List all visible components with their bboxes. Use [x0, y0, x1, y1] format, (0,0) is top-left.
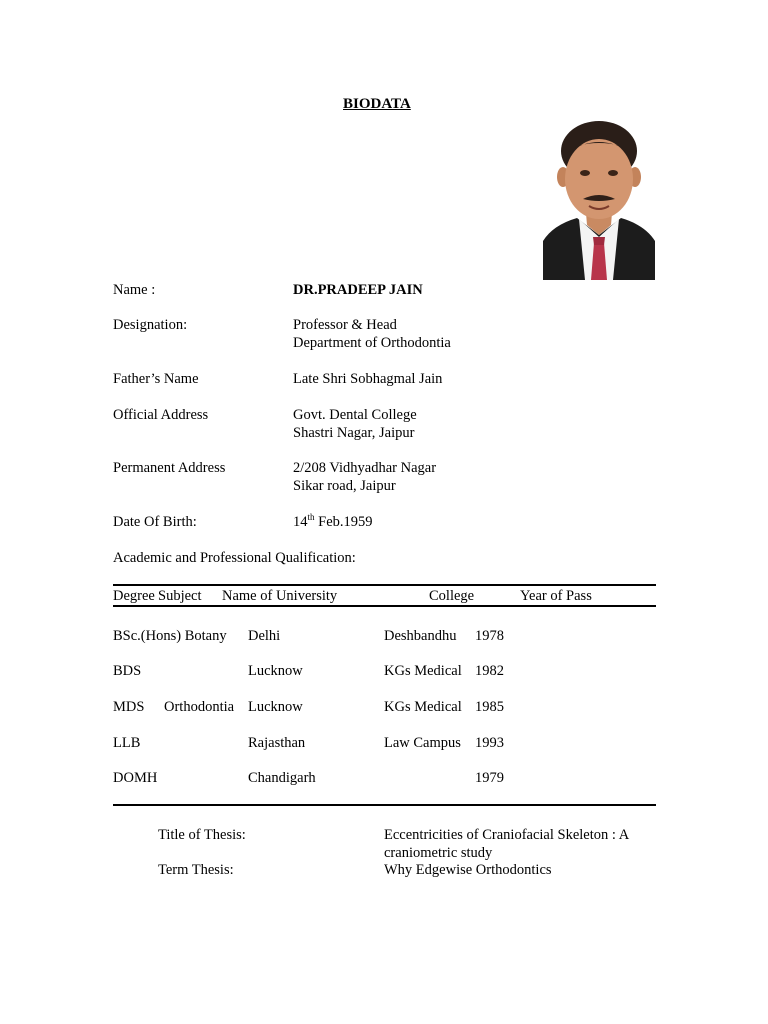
table-cell-university: Delhi — [248, 628, 281, 644]
designation-line2: Department of Orthodontia — [293, 335, 451, 351]
table-cell-year: 1978 — [475, 628, 504, 644]
portrait-photo — [543, 113, 655, 280]
official-address-line1: Govt. Dental College — [293, 407, 417, 423]
official-address-line2: Shastri Nagar, Jaipur — [293, 425, 415, 441]
name-label: Name : — [113, 282, 156, 298]
table-cell-year: 1982 — [475, 663, 504, 679]
table-cell-university: Rajasthan — [248, 735, 306, 751]
thesis-title-value: Eccentricities of Craniofacial Skeleton : A craniometric study — [384, 827, 629, 861]
term-thesis-label: Term Thesis: — [158, 862, 234, 878]
name-value: DR.PRADEEP JAIN — [293, 282, 423, 298]
table-cell-year: 1985 — [475, 699, 504, 715]
permanent-address-line1: 2/208 Vidhyadhar Nagar — [293, 460, 437, 476]
page-title: BIODATA — [343, 96, 411, 112]
table-cell-university: Lucknow — [248, 663, 303, 679]
permanent-address-line2: Sikar road, Jaipur — [293, 478, 396, 494]
dob-value: 14th Feb.1959 — [293, 512, 373, 530]
table-cell-university: Chandigarh — [248, 770, 316, 786]
table-cell-year: 1993 — [475, 735, 504, 751]
header-subject: Subject — [158, 588, 202, 604]
table-cell-college: Deshbandhu — [384, 628, 457, 644]
permanent-address-label: Permanent Address — [113, 460, 226, 476]
qualification-heading: Academic and Professional Qualification: — [113, 550, 356, 566]
header-degree: Degree — [113, 588, 155, 604]
header-year: Year of Pass — [520, 588, 592, 604]
table-cell-year: 1979 — [475, 770, 504, 786]
table-cell-university: Lucknow — [248, 699, 303, 715]
table-cell-college: Law Campus — [384, 735, 461, 751]
father-label: Father’s Name — [113, 371, 199, 387]
table-cell-college: KGs Medical — [384, 699, 462, 715]
father-value: Late Shri Sobhagmal Jain — [293, 371, 443, 387]
header-university: Name of University — [222, 588, 338, 604]
designation-line1: Professor & Head — [293, 317, 397, 333]
table-top-rule — [113, 584, 656, 586]
table-cell-degree: MDS — [113, 699, 145, 715]
thesis-title-label: Title of Thesis: — [158, 827, 246, 843]
table-cell-college: KGs Medical — [384, 663, 462, 679]
dob-label: Date Of Birth: — [113, 514, 197, 530]
table-cell-degree: BSc.(Hons) Botany — [113, 628, 227, 644]
table-cell-degree: LLB — [113, 735, 141, 751]
table-cell-subject: Orthodontia — [164, 699, 235, 715]
table-bottom-rule — [113, 804, 656, 806]
header-college: College — [429, 588, 475, 604]
table-cell-degree: DOMH — [113, 770, 158, 786]
designation-label: Designation: — [113, 317, 188, 333]
term-thesis-value: Why Edgewise Orthodontics — [384, 862, 552, 878]
official-address-label: Official Address — [113, 407, 209, 423]
table-cell-degree: BDS — [113, 663, 142, 679]
table-header-rule — [113, 605, 656, 607]
